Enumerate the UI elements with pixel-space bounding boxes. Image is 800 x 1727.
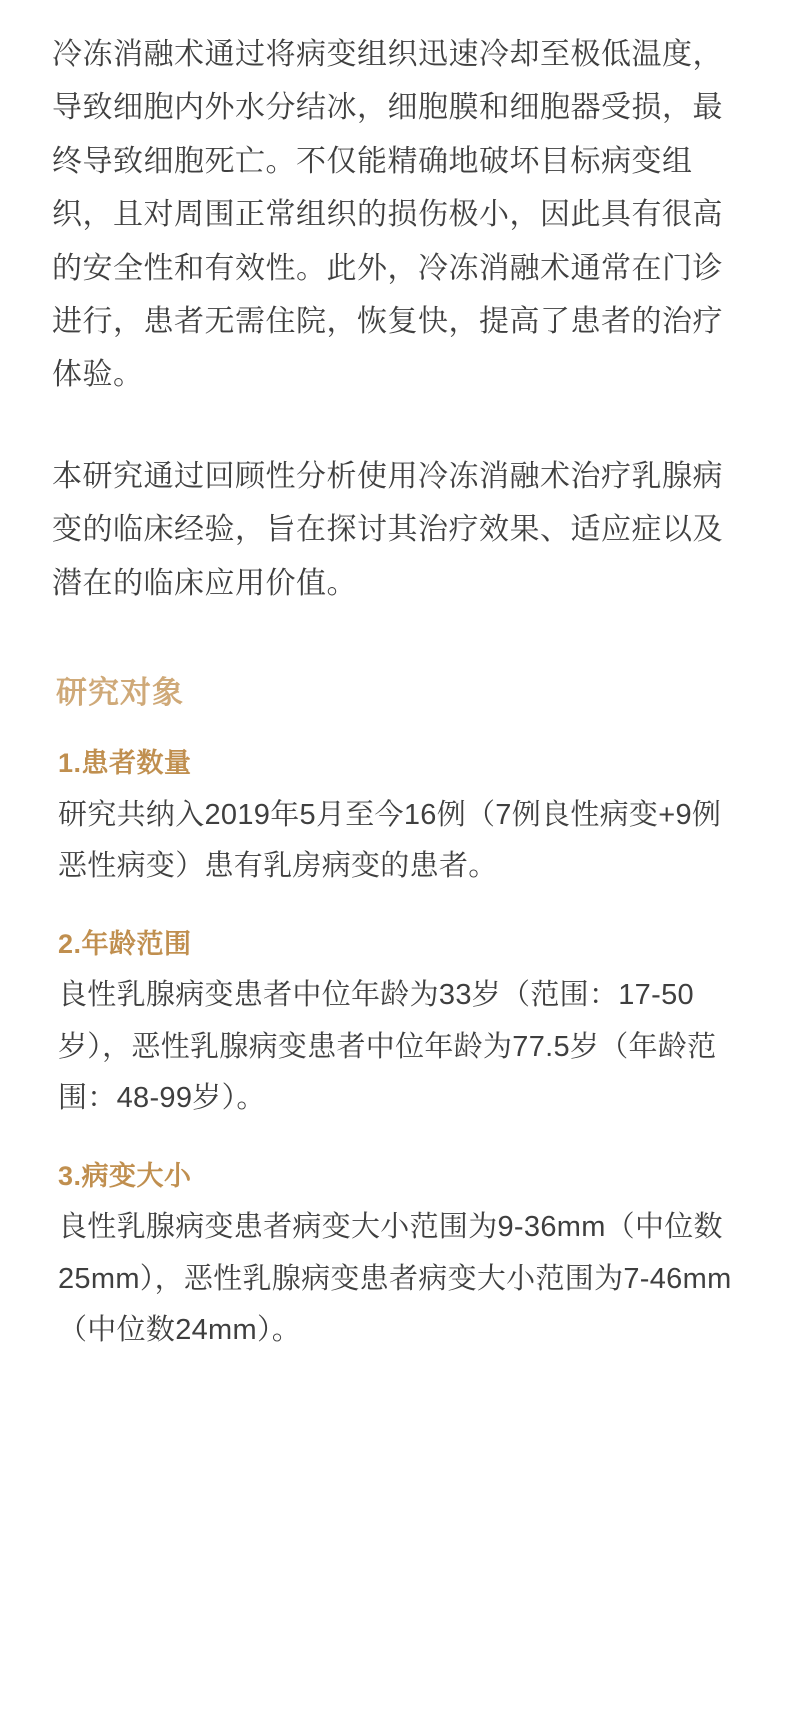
subsection-body-patient-count: 研究共纳入2019年5月至今16例（7例良性病变+9例恶性病变）患有乳房病变的患者。 — [58, 798, 722, 883]
subsection-body-lesion-size: 良性乳腺病变患者病变大小范围为9-36mm（中位数25mm），恶性乳腺病变患者病变大小范围为7-46mm（中位数24mm）。 — [58, 1211, 732, 1347]
intro-paragraph-2: 本研究通过回顾性分析使用冷冻消融术治疗乳腺病变的临床经验，旨在探讨其治疗效果、适应症以及潜在的临床应用价值。 — [52, 459, 723, 600]
paragraph-spacer — [52, 416, 748, 450]
subsection-heading-patient-count: 1.患者数量 — [58, 748, 192, 779]
list-item — [52, 923, 748, 1125]
subsection-body-age-range: 良性乳腺病变患者中位年龄为33岁（范围：17-50岁），恶性乳腺病变患者中位年龄为77.5岁（年龄范围：48-99岁）。 — [58, 979, 717, 1115]
subsection-heading-age-range: 2.年龄范围 — [58, 928, 192, 959]
intro-paragraph-1: 冷冻消融术通过将病变组织迅速冷却至极低温度，导致细胞内外水分结冰，细胞膜和细胞器受损，最终导致细胞死亡。不仅能精确地破坏目标病变组织，且对周围正常组织的损伤极小，因此具有很高的安全性和有效性。此外，冷冻消融术通常在门诊进行，患者无需住院，恢复快，提高了患者的治疗体验。 — [52, 38, 723, 392]
title-spacer — [52, 726, 748, 742]
list-item — [52, 1155, 748, 1357]
subsection-heading-lesion-size: 3.病变大小 — [58, 1160, 192, 1191]
list-item — [52, 742, 748, 892]
section-title-study-subjects: 研究对象 — [56, 674, 184, 710]
section-spacer — [52, 624, 748, 670]
